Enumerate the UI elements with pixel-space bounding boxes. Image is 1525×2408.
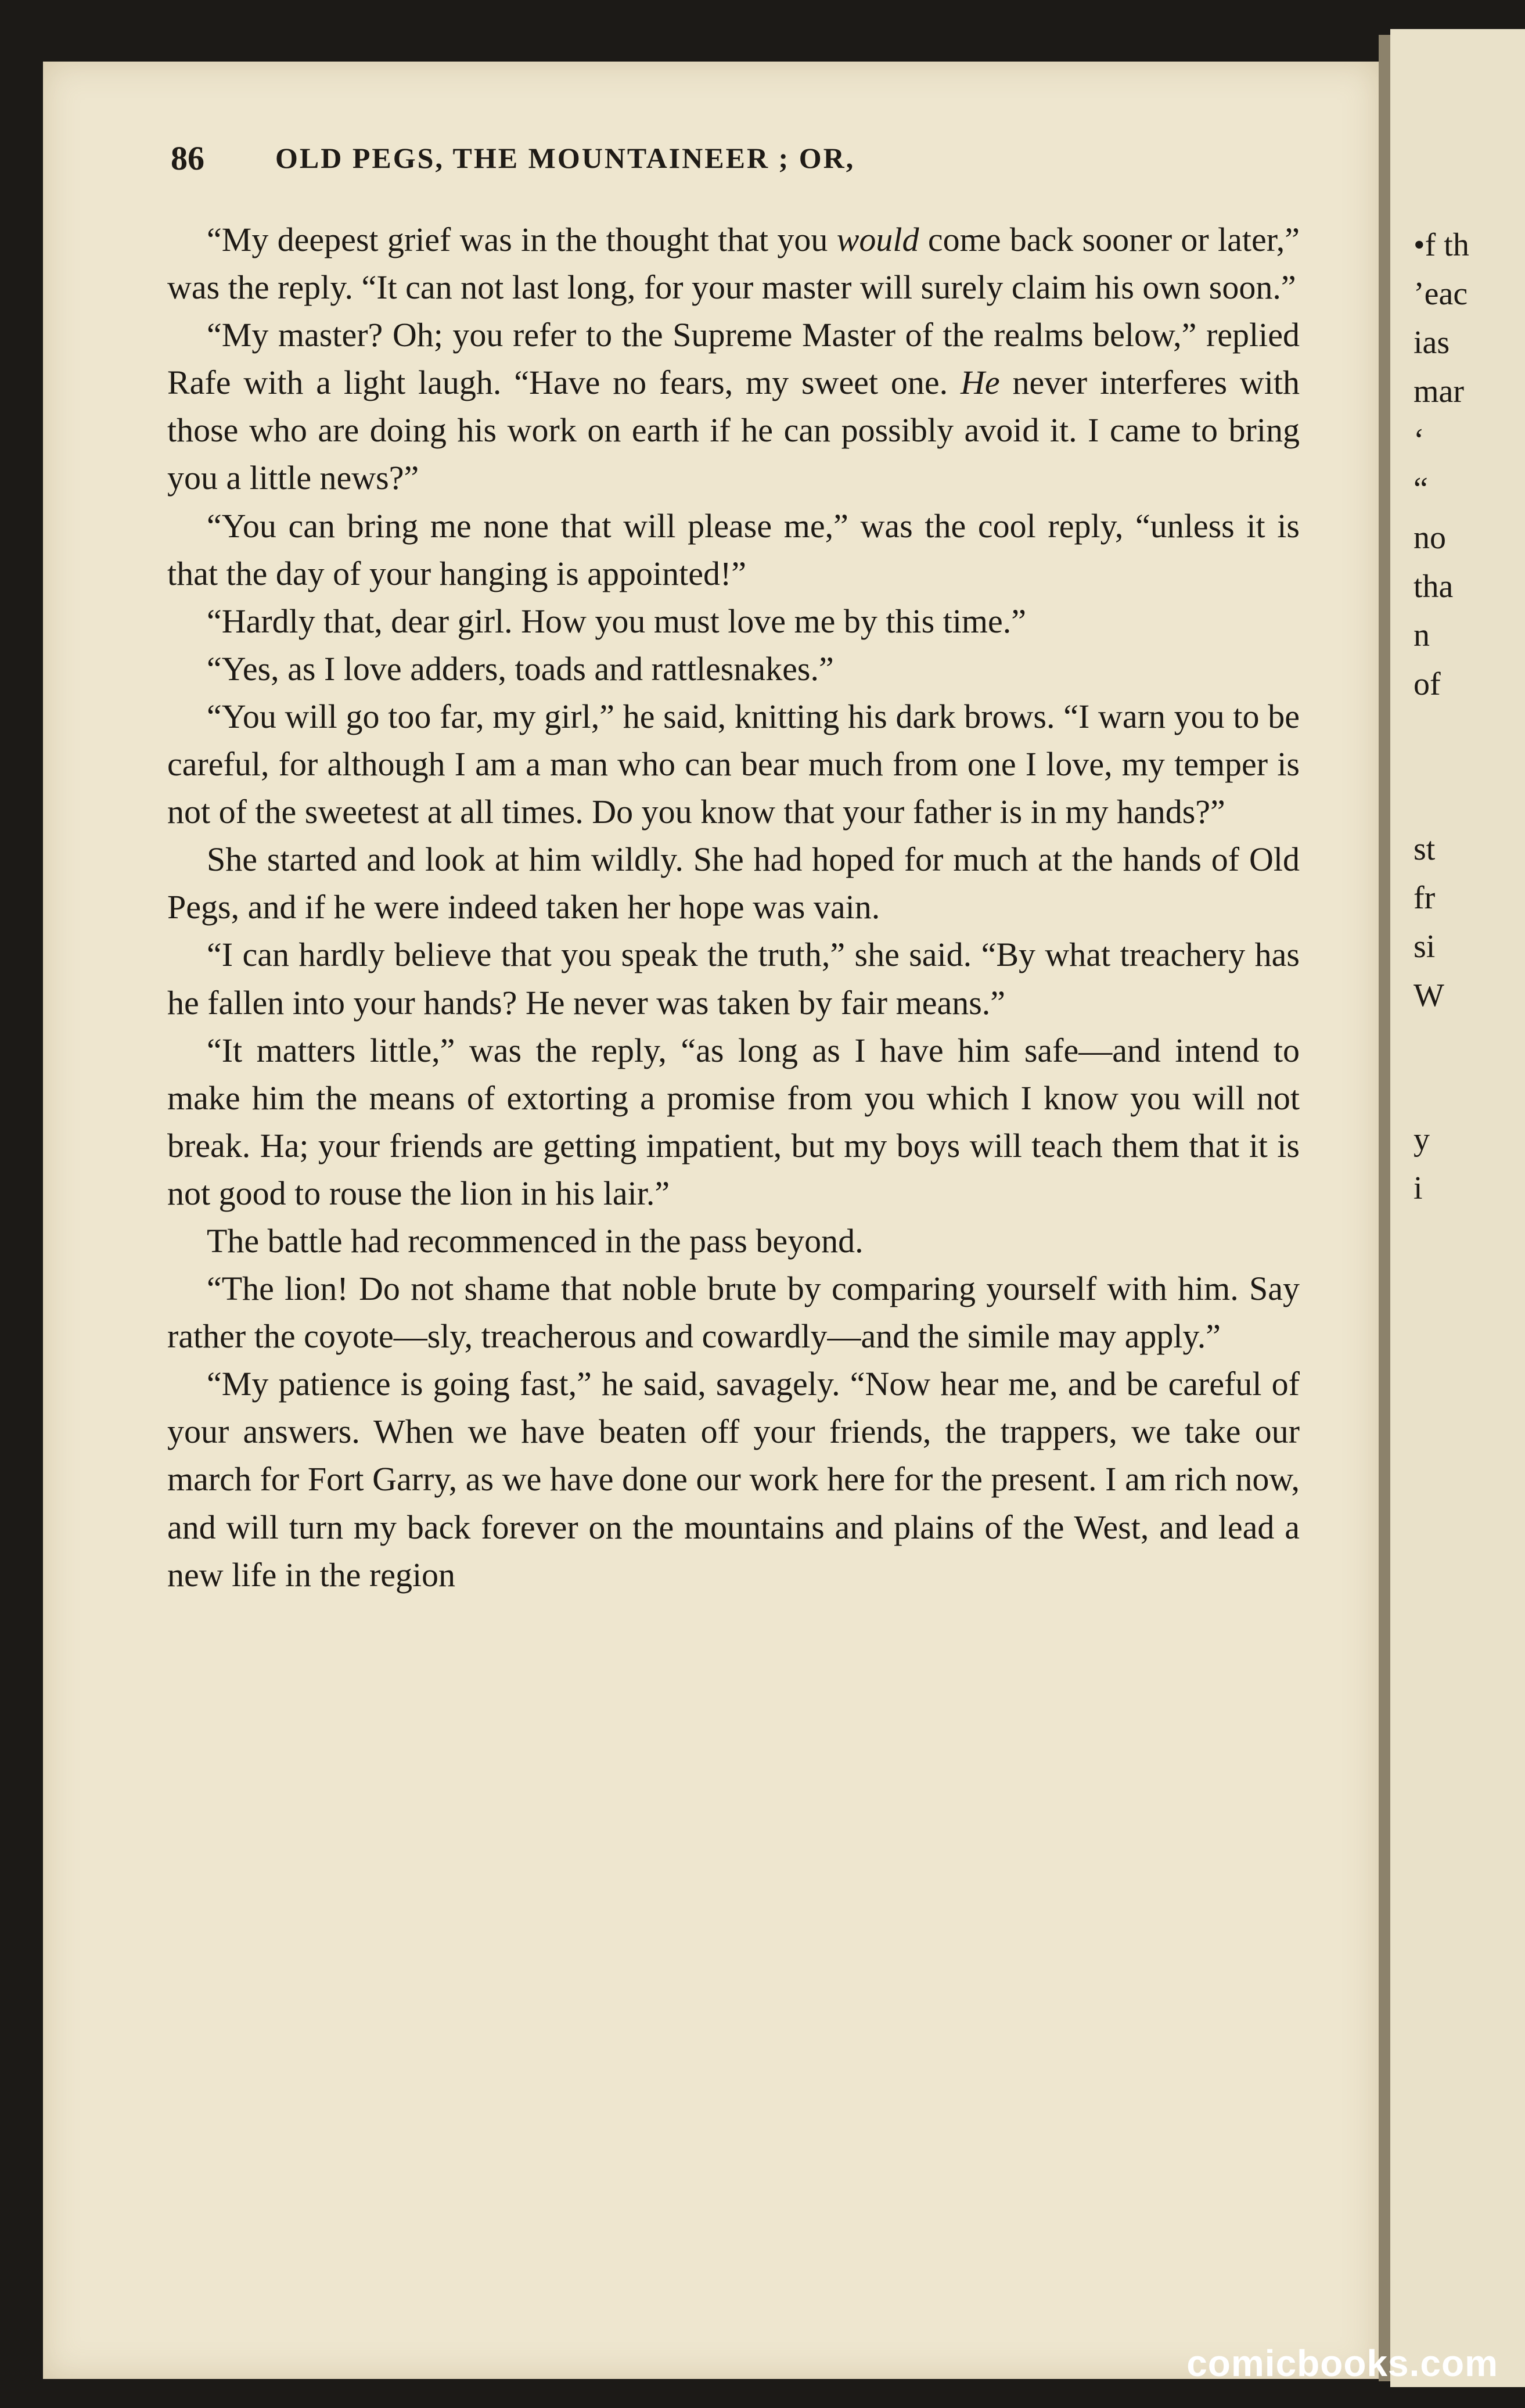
- paragraph: “The lion! Do not shame that noble brute by comparing yourself with him. Say rather the coyote—sly, treacherous and cowardly—and the simile may apply.”: [167, 1270, 1300, 1356]
- facing-page-fragment: n: [1413, 617, 1430, 653]
- facing-page-fragment: fr: [1413, 880, 1436, 916]
- paragraph: “It matters little,” was the reply, “as long as I have him safe—and intend to make him the means of extorting a promise from you which I know you will not break. Ha; your friends are getting impatient, but my boys will teach them that it is not good to rouse the lion in his lair.”: [167, 1031, 1300, 1212]
- paragraph: “My master? Oh; you refer to the Supreme Master of the realms below,” replied Rafe with a light laugh. “Have no fears, my sweet one. He never interferes with those who are doing his work on earth if he can possibly avoid it. I came to bring you a little news?”: [167, 316, 1300, 497]
- facing-page: [1390, 29, 1525, 2387]
- facing-page-fragment: st: [1413, 831, 1436, 867]
- watermark: comicbooks.com: [1186, 2342, 1498, 2384]
- facing-page-fragment: y: [1413, 1122, 1430, 1158]
- facing-page-fragment: no: [1413, 520, 1446, 556]
- paragraph: “You will go too far, my girl,” he said, knitting his dark brows. “I warn you to be careful, for although I am a man who can bear much from one I love, my temper is not of the sweetest at all times. Do you know that your father is in my hands?”: [167, 697, 1300, 831]
- facing-page-fragment: ’eac: [1413, 276, 1468, 312]
- facing-page-fragment: W: [1413, 977, 1444, 1013]
- book-gutter: [1379, 35, 1390, 2381]
- running-head: OLD PEGS, THE MOUNTAINEER ; OR,: [275, 142, 855, 174]
- page-header: [171, 135, 1297, 181]
- facing-page-fragment: ias: [1413, 325, 1450, 361]
- paragraph: “Yes, as I love adders, toads and rattlesnakes.”: [207, 649, 834, 688]
- facing-page-fragment: “: [1413, 471, 1428, 507]
- facing-page-fragment: si: [1413, 929, 1436, 965]
- paragraph: “My deepest grief was in the thought that you would come back sooner or later,” was the reply. “It can not last long, for your master will surely claim his own soon.”: [167, 221, 1300, 307]
- facing-page-fragment: of: [1413, 666, 1441, 702]
- facing-page-fragment: tha: [1413, 569, 1454, 605]
- facing-page-fragment: mar: [1413, 373, 1465, 409]
- paragraph: The battle had recommenced in the pass beyond.: [207, 1221, 864, 1260]
- paragraph: “You can bring me none that will please me,” was the cool reply, “unless it is that the day of your hanging is appointed!”: [167, 506, 1300, 592]
- facing-page-fragment: •f th: [1413, 227, 1469, 263]
- paragraph: “I can hardly believe that you speak the truth,” she said. “By what treachery has he fallen into your hands? He never was taken by fair means.”: [167, 936, 1300, 1022]
- facing-page-fragment: ‘: [1413, 422, 1425, 458]
- paragraph: She started and look at him wildly. She had hoped for much at the hands of Old Pegs, and if he were indeed taken her hope was vain.: [167, 840, 1300, 926]
- paragraph: “My patience is going fast,” he said, savagely. “Now hear me, and be careful of your answers. When we have beaten off your friends, the trappers, we take our march for Fort Garry, as we have done our work here for the present. I am rich now, and will turn my back forever on the mountains and plains of the West, and lead a new life in the region: [167, 1365, 1300, 1594]
- facing-page-fragment: i: [1413, 1170, 1423, 1206]
- page-number: 86: [171, 139, 204, 177]
- body-text: [167, 216, 1300, 1599]
- paragraph: “Hardly that, dear girl. How you must love me by this time.”: [207, 602, 1027, 640]
